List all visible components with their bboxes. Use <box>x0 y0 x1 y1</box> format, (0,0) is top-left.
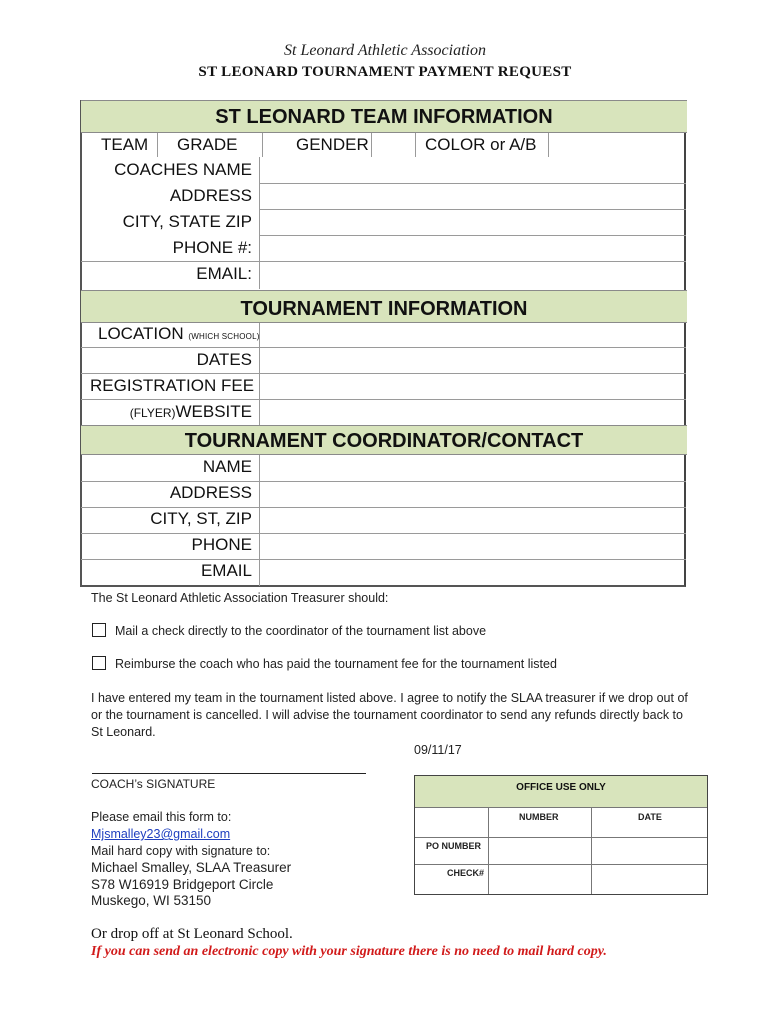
signature-label: COACH’s SIGNATURE <box>91 777 216 791</box>
team-phone-label: PHONE #: <box>172 238 252 257</box>
grade-label: GRADE <box>177 135 238 154</box>
team-city-line <box>260 235 686 236</box>
gender-label: GENDER <box>296 135 369 154</box>
location-label-text: LOCATION <box>98 324 184 343</box>
team-divider <box>157 133 158 157</box>
agreement-text: I have entered my team in the tournament listed above. I agree to notify the SLAA treasurer if we drop out of or the tournament is cancelled. I will advise the tournament coordinator to send any refunds directly back to St Leonard. <box>91 691 688 739</box>
coordinator-label-column-divider <box>259 455 260 586</box>
website-label <box>90 402 252 422</box>
team-address-label: ADDRESS <box>169 186 252 205</box>
grade-divider <box>262 133 263 157</box>
email-intro: Please email this form to: <box>91 810 232 824</box>
office-header-row-line <box>415 837 707 838</box>
mail-check-checkbox[interactable] <box>92 623 106 637</box>
coaches-name-line <box>260 183 686 184</box>
treasurer-intro: The St Leonard Athletic Association Treasurer should: <box>91 591 389 605</box>
office-row-po: PO NUMBER <box>426 841 482 851</box>
coordinator-email-label: EMAIL <box>200 561 252 580</box>
document-title: ST LEONARD TOURNAMENT PAYMENT REQUEST <box>198 64 572 80</box>
coordinator-city-label: CITY, ST, ZIP <box>150 509 252 528</box>
location-hint: (WHICH SCHOOL) <box>188 332 260 341</box>
treasurer-city: Muskego, WI 53150 <box>91 893 212 908</box>
agreement-date: 09/11/17 <box>414 743 462 757</box>
coordinator-phone-label: PHONE <box>191 535 252 554</box>
treasurer-street: S78 W16919 Bridgeport Circle <box>91 877 274 892</box>
team-info-heading-text: ST LEONARD TEAM INFORMATION <box>215 106 553 128</box>
coordinator-heading <box>81 425 687 455</box>
coordinator-address-line <box>81 507 686 508</box>
mail-intro: Mail hard copy with signature to: <box>91 844 271 858</box>
coordinator-phone-line <box>81 559 686 560</box>
location-label <box>98 324 260 344</box>
registration-fee-label: REGISTRATION FEE <box>90 376 255 395</box>
reimburse-coach-checkbox[interactable] <box>92 656 106 670</box>
signature-line[interactable] <box>92 773 366 774</box>
treasurer-email-link[interactable]: Mjsmalley23@gmail.com <box>91 827 231 841</box>
office-col-number: NUMBER <box>519 812 559 822</box>
office-po-row-line <box>415 864 707 865</box>
coaches-name-label: COACHES NAME <box>114 160 252 179</box>
treasurer-name: Michael Smalley, SLAA Treasurer <box>91 860 292 875</box>
mail-check-option: Mail a check directly to the coordinator of the tournament list above <box>115 624 487 638</box>
website-flyer-prefix: (FLYER) <box>129 406 176 420</box>
website-label-text: WEBSITE <box>175 402 252 421</box>
coordinator-heading-text: TOURNAMENT COORDINATOR/CONTACT <box>184 430 584 452</box>
office-use-heading: OFFICE USE ONLY <box>415 776 707 808</box>
dates-label: DATES <box>196 350 252 369</box>
dates-line <box>81 373 686 374</box>
team-email-label: EMAIL: <box>196 264 252 283</box>
color-label: COLOR or A/B <box>425 135 537 154</box>
coordinator-name-label: NAME <box>202 457 252 476</box>
team-label-column-divider <box>259 157 260 289</box>
drop-off-note: Or drop off at St Leonard School. <box>91 926 293 942</box>
office-col-divider-2 <box>591 808 592 894</box>
gender-value-divider <box>415 133 416 157</box>
gender-divider <box>371 133 372 157</box>
team-phone-line <box>81 261 686 262</box>
team-label: TEAM <box>101 135 149 154</box>
color-divider <box>548 133 549 157</box>
team-address-line <box>260 209 686 210</box>
organization-name: St Leonard Athletic Association <box>284 42 486 59</box>
tournament-info-heading <box>81 290 687 323</box>
office-col-date: DATE <box>638 812 662 822</box>
location-line <box>81 347 686 348</box>
coordinator-address-label: ADDRESS <box>169 483 252 502</box>
office-row-check: CHECK# <box>447 868 485 878</box>
electronic-copy-note: If you can send an electronic copy with your signature there is no need to mail hard copy. <box>91 944 607 959</box>
coordinator-city-line <box>81 533 686 534</box>
tournament-info-heading-text: TOURNAMENT INFORMATION <box>240 298 528 320</box>
office-col-divider-1 <box>488 808 489 894</box>
team-info-heading <box>81 100 687 133</box>
registration-fee-line <box>81 399 686 400</box>
reimburse-coach-option: Reimburse the coach who has paid the tournament fee for the tournament listed <box>115 657 557 671</box>
coordinator-name-line <box>81 481 686 482</box>
team-city-label: CITY, STATE ZIP <box>122 212 252 231</box>
